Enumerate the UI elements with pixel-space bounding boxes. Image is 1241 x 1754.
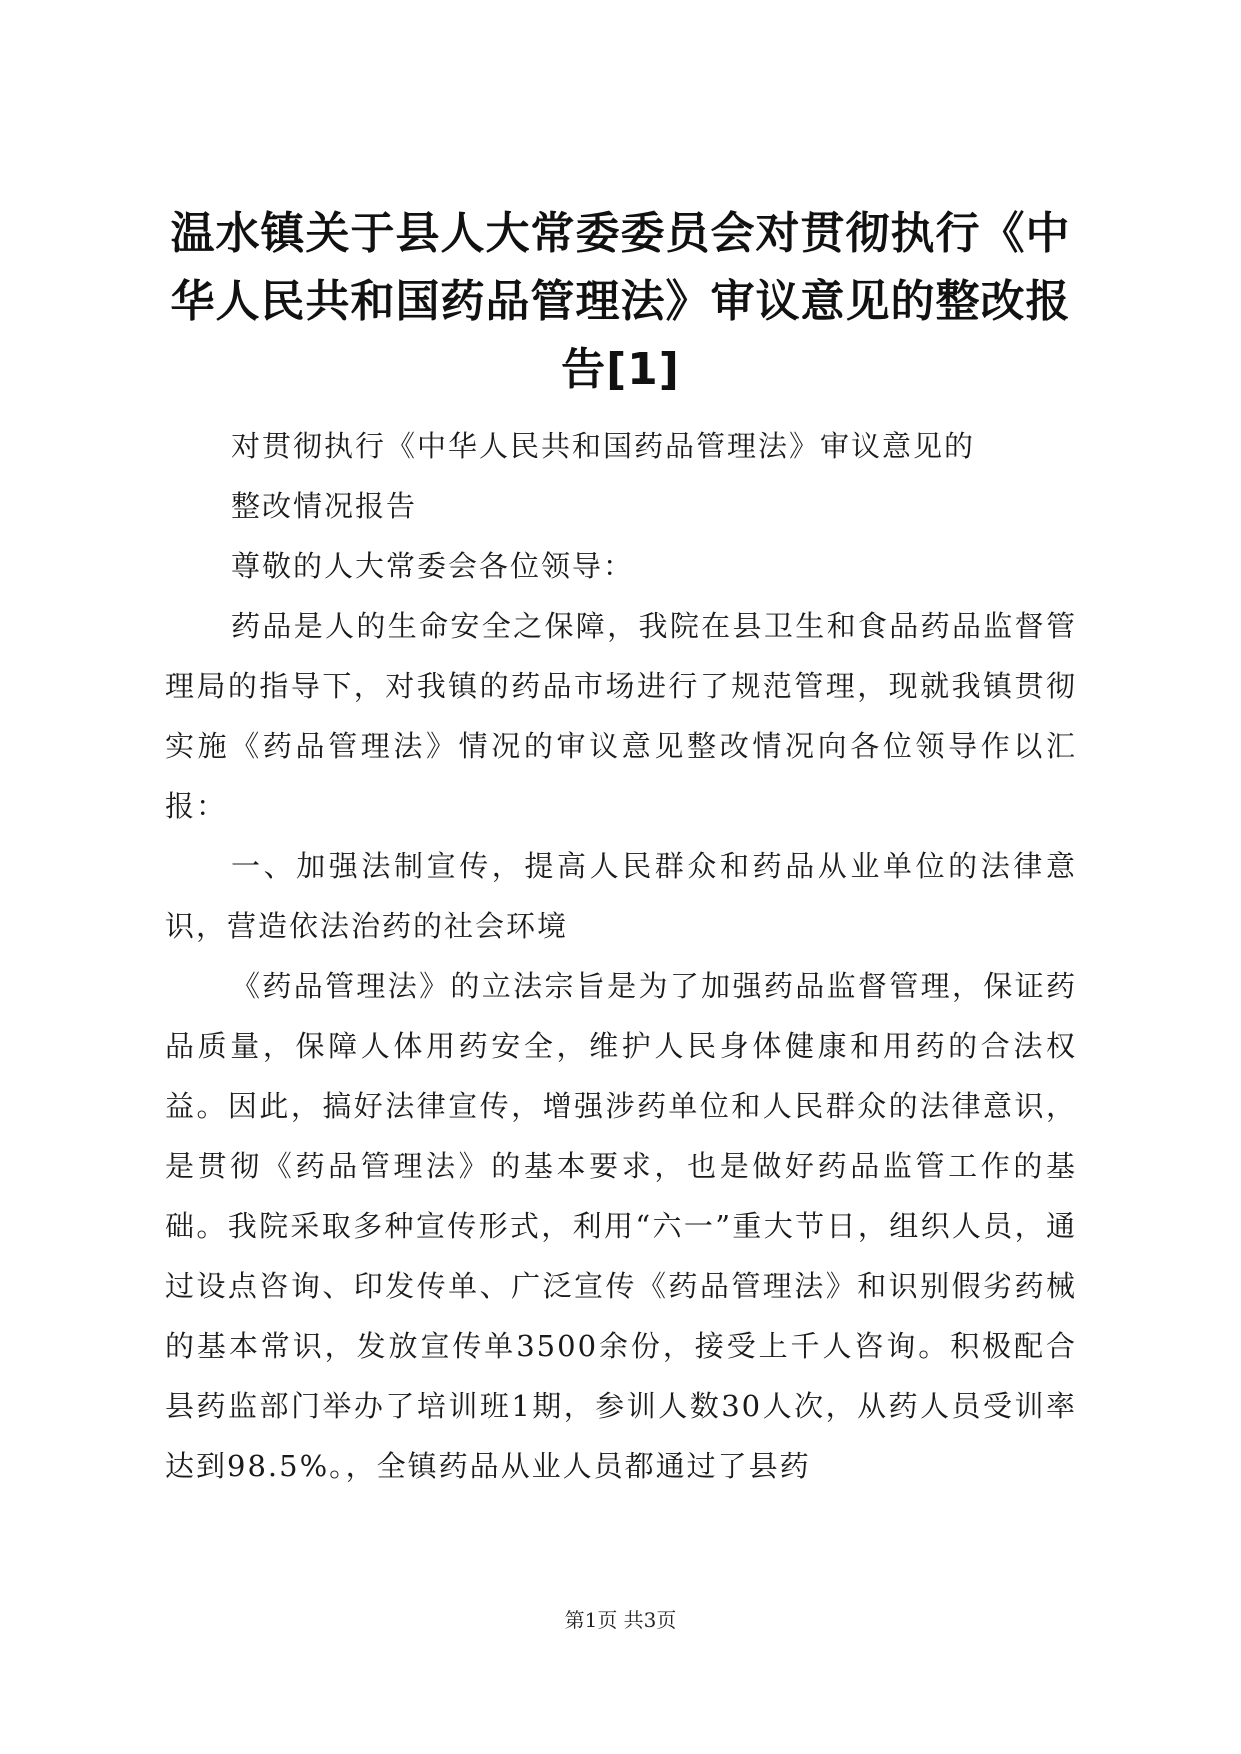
section-heading-1: 一、加强法制宣传，提高人民群众和药品从业单位的法律意识，营造依法治药的社会环境	[165, 849, 1077, 943]
subtitle-line-1: 对贯彻执行《中华人民共和国药品管理法》审议意见的	[231, 429, 976, 463]
intro-paragraph: 药品是人的生命安全之保障，我院在县卫生和食品药品监督管理局的指导下，对我镇的药品市场进行了规范管理，现就我镇贯彻实施《药品管理法》情况的审议意见整改情况向各位领导作以汇报：	[165, 609, 1077, 823]
subtitle-line-2: 整改情况报告	[231, 489, 418, 523]
document-body	[165, 416, 1077, 1496]
body-paragraph: 《药品管理法》的立法宗旨是为了加强药品监督管理，保证药品质量，保障人体用药安全，维护人民身体健康和用药的合法权益。因此，搞好法律宣传，增强涉药单位和人民群众的法律意识，是贯彻《药品管理法》的基本要求，也是做好药品监管工作的基础。我院采取多种宣传形式，利用“六一”重大节日，组织人员，通过设点咨询、印发传单、广泛宣传《药品管理法》和识别假劣药械的基本常识，发放宣传单3500余份，接受上千人咨询。积极配合县药监部门举办了培训班1期，参训人数30人次，从药人员受训率达到98.5%。，全镇药品从业人员都通过了县药	[165, 969, 1077, 1483]
page-footer: 第1页 共3页	[564, 1608, 677, 1632]
document-title: 温水镇关于县人大常委委员会对贯彻执行《中华人民共和国药品管理法》审议意见的整改报告[1]	[170, 208, 1071, 395]
salutation: 尊敬的人大常委会各位领导：	[231, 549, 635, 583]
